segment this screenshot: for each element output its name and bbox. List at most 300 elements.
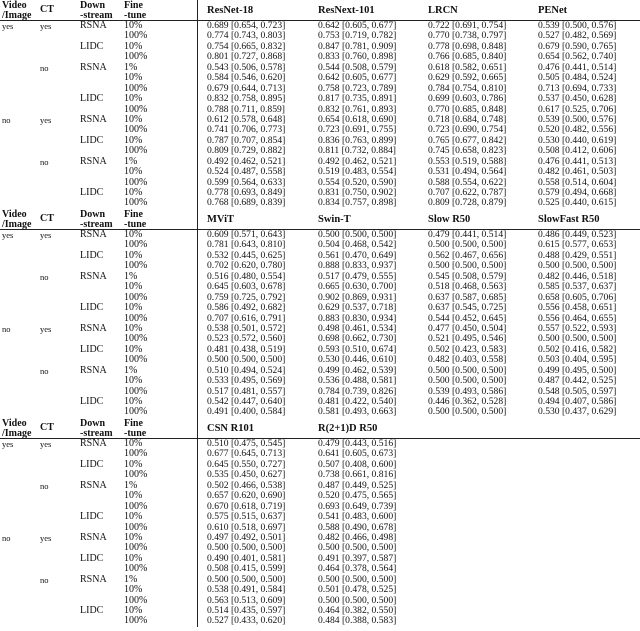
auc-value-cell: 0.536 [0.488, 0.581]	[318, 375, 397, 387]
finetune-cell: 100%	[124, 260, 148, 272]
header-model: ResNet-18	[207, 5, 254, 16]
finetune-cell: 10%	[124, 166, 143, 178]
finetune-cell: 10%	[124, 229, 143, 240]
downstream-cell: LIDC	[80, 134, 104, 146]
ct-cell: yes	[40, 21, 52, 31]
finetune-cell: 100%	[124, 500, 148, 512]
auc-value-cell: 0.505 [0.484, 0.524]	[538, 72, 617, 84]
ct-cell: yes	[40, 532, 52, 543]
table-header-row	[0, 209, 640, 230]
auc-value-cell: 0.490 [0.401, 0.581]	[207, 552, 286, 564]
auc-value-cell: 0.464 [0.382, 0.550]	[318, 605, 397, 616]
auc-value-cell: 0.530 [0.440, 0.619]	[538, 134, 617, 146]
auc-value-cell: 0.533 [0.495, 0.569]	[207, 375, 286, 387]
auc-value-cell: 0.677 [0.645, 0.713]	[207, 448, 286, 460]
auc-value-cell: 0.586 [0.492, 0.682]	[207, 302, 286, 314]
auc-value-cell: 0.670 [0.618, 0.719]	[207, 500, 286, 512]
auc-value-cell: 0.491 [0.397, 0.587]	[318, 552, 397, 564]
header-video-image-line1: Video	[2, 209, 27, 220]
header-video-image-line2: /Image	[2, 218, 32, 230]
table-row	[0, 616, 640, 626]
auc-value-cell: 0.788 [0.711, 0.859]	[207, 103, 285, 115]
auc-value-cell: 0.645 [0.550, 0.727]	[207, 458, 286, 470]
table-row	[0, 303, 640, 313]
auc-value-cell: 0.507 [0.408, 0.600]	[318, 458, 397, 470]
auc-value-cell: 0.476 [0.441, 0.513]	[538, 155, 617, 167]
downstream-cell: LIDC	[80, 396, 104, 407]
header-model: R(2+1)D R50	[318, 423, 378, 434]
auc-value-cell: 0.609 [0.571, 0.643]	[207, 229, 286, 240]
auc-value-cell: 0.499 [0.462, 0.539]	[318, 364, 397, 376]
downstream-cell: LIDC	[80, 187, 104, 198]
auc-value-cell: 0.543 [0.506, 0.578]	[207, 61, 286, 73]
auc-value-cell: 0.520 [0.475, 0.565]	[318, 490, 397, 502]
auc-value-cell: 0.745 [0.658, 0.823]	[428, 145, 507, 157]
auc-value-cell: 0.679 [0.644, 0.713]	[207, 82, 286, 94]
auc-value-cell: 0.832 [0.758, 0.895]	[207, 93, 286, 105]
ct-cell: no	[40, 156, 49, 167]
finetune-cell: 10%	[124, 134, 143, 146]
video-image-cell: yes	[2, 230, 14, 240]
auc-value-cell: 0.902 [0.869, 0.931]	[318, 291, 397, 303]
auc-value-cell: 0.500 [0.500, 0.500]	[207, 354, 286, 366]
finetune-cell: 10%	[124, 375, 143, 387]
finetune-cell: 10%	[124, 187, 143, 198]
auc-value-cell: 0.784 [0.739, 0.826]	[318, 385, 397, 397]
header-ct	[40, 423, 54, 433]
auc-value-cell: 0.481 [0.422, 0.540]	[318, 396, 397, 407]
auc-value-cell: 0.487 [0.442, 0.525]	[538, 375, 617, 387]
ct-cell: yes	[40, 114, 52, 125]
auc-value-cell: 0.539 [0.493, 0.586]	[428, 385, 507, 397]
downstream-cell: RSNA	[80, 479, 107, 491]
finetune-cell: 10%	[124, 249, 143, 261]
auc-value-cell: 0.723 [0.691, 0.755]	[318, 124, 397, 136]
auc-value-cell: 0.500 [0.500, 0.500]	[318, 573, 397, 585]
finetune-cell: 10%	[124, 113, 143, 125]
auc-value-cell: 0.494 [0.407, 0.586]	[538, 396, 617, 407]
downstream-cell: RSNA	[80, 364, 107, 376]
header-video-image-line1: Video	[2, 418, 27, 429]
auc-value-cell: 0.654 [0.618, 0.690]	[318, 113, 397, 125]
finetune-cell: 100%	[124, 542, 148, 554]
finetune-cell: 10%	[124, 72, 143, 84]
auc-value-cell: 0.500 [0.500, 0.500]	[428, 406, 507, 418]
auc-value-cell: 0.539 [0.500, 0.576]	[538, 113, 617, 125]
header-ct-line1: CT	[40, 213, 54, 224]
header-model: LRCN	[428, 5, 458, 16]
table-row	[0, 167, 640, 177]
finetune-cell: 10%	[124, 396, 143, 407]
auc-value-cell: 0.657 [0.620, 0.690]	[207, 490, 286, 502]
auc-value-cell: 0.753 [0.719, 0.782]	[318, 30, 397, 42]
auc-value-cell: 0.510 [0.494, 0.524]	[207, 364, 286, 376]
ct-cell: no	[40, 271, 49, 282]
auc-value-cell: 0.556 [0.464, 0.655]	[538, 312, 617, 324]
ct-cell: yes	[40, 439, 52, 449]
downstream-cell: RSNA	[80, 573, 107, 585]
header-model: SlowFast R50	[538, 214, 600, 225]
downstream-cell: LIDC	[80, 93, 104, 105]
finetune-cell: 100%	[124, 406, 148, 418]
auc-value-cell: 0.642 [0.605, 0.677]	[318, 72, 397, 84]
auc-value-cell: 0.538 [0.501, 0.572]	[207, 322, 286, 334]
auc-value-cell: 0.741 [0.706, 0.773]	[207, 124, 286, 136]
finetune-cell: 10%	[124, 93, 143, 105]
downstream-cell: RSNA	[80, 322, 107, 334]
downstream-cell: RSNA	[80, 155, 107, 167]
auc-value-cell: 0.617 [0.525, 0.706]	[538, 103, 617, 115]
header-ct	[40, 214, 54, 224]
finetune-cell: 100%	[124, 312, 148, 324]
downstream-cell: RSNA	[80, 113, 107, 125]
header-video-image-line2: /Image	[2, 9, 32, 21]
auc-value-cell: 0.561 [0.470, 0.649]	[318, 249, 397, 261]
auc-value-cell: 0.446 [0.362, 0.528]	[428, 396, 507, 407]
auc-value-cell: 0.487 [0.449, 0.525]	[318, 479, 397, 491]
finetune-cell: 100%	[124, 594, 148, 606]
auc-value-cell: 0.718 [0.684, 0.748]	[428, 113, 507, 125]
auc-value-cell: 0.698 [0.662, 0.730]	[318, 333, 397, 345]
auc-value-cell: 0.545 [0.508, 0.579]	[428, 270, 507, 282]
auc-value-cell: 0.888 [0.833, 0.937]	[318, 260, 397, 272]
finetune-cell: 100%	[124, 563, 148, 575]
auc-value-cell: 0.599 [0.564, 0.633]	[207, 176, 286, 188]
auc-value-cell: 0.758 [0.723, 0.789]	[318, 82, 397, 94]
auc-value-cell: 0.541 [0.483, 0.600]	[318, 511, 397, 523]
downstream-cell: RSNA	[80, 270, 107, 282]
auc-value-cell: 0.833 [0.760, 0.898]	[318, 51, 397, 63]
auc-value-cell: 0.517 [0.479, 0.555]	[318, 270, 397, 282]
auc-value-cell: 0.544 [0.452, 0.645]	[428, 312, 507, 324]
auc-value-cell: 0.654 [0.562, 0.740]	[538, 51, 617, 63]
auc-value-cell: 0.768 [0.689, 0.839]	[207, 197, 286, 209]
auc-value-cell: 0.801 [0.727, 0.868]	[207, 51, 286, 63]
finetune-cell: 1%	[124, 270, 138, 282]
auc-value-cell: 0.557 [0.522, 0.593]	[538, 322, 617, 334]
header-model: MViT	[207, 214, 235, 225]
auc-value-cell: 0.554 [0.520, 0.590]	[318, 176, 397, 188]
auc-value-cell: 0.689 [0.654, 0.723]	[207, 20, 286, 31]
finetune-cell: 100%	[124, 197, 148, 209]
auc-value-cell: 0.809 [0.729, 0.882]	[207, 145, 286, 157]
downstream-cell: LIDC	[80, 249, 104, 261]
downstream-cell: RSNA	[80, 61, 107, 73]
auc-value-cell: 0.500 [0.500, 0.500]	[538, 333, 617, 345]
auc-value-cell: 0.535 [0.450, 0.627]	[207, 469, 286, 481]
finetune-cell: 10%	[124, 343, 143, 355]
auc-value-cell: 0.637 [0.545, 0.725]	[428, 302, 507, 314]
table-block	[0, 0, 640, 209]
header-downstream-line2: -stream	[80, 218, 113, 230]
auc-value-cell: 0.585 [0.537, 0.637]	[538, 281, 617, 293]
auc-value-cell: 0.539 [0.500, 0.576]	[538, 20, 617, 31]
auc-value-cell: 0.809 [0.728, 0.879]	[428, 197, 507, 209]
ct-cell: yes	[40, 323, 52, 334]
auc-value-cell: 0.501 [0.478, 0.525]	[318, 584, 397, 596]
header-downstream	[80, 1, 113, 20]
auc-value-cell: 0.500 [0.500, 0.500]	[538, 260, 617, 272]
auc-value-cell: 0.486 [0.449, 0.523]	[538, 229, 617, 240]
auc-value-cell: 0.491 [0.400, 0.584]	[207, 406, 286, 418]
auc-value-cell: 0.479 [0.441, 0.514]	[428, 229, 507, 240]
auc-value-cell: 0.637 [0.587, 0.685]	[428, 291, 507, 303]
auc-value-cell: 0.514 [0.435, 0.597]	[207, 605, 286, 616]
video-image-cell: yes	[2, 439, 14, 449]
finetune-cell: 100%	[124, 176, 148, 188]
table-row	[0, 94, 640, 104]
finetune-cell: 10%	[124, 458, 143, 470]
auc-value-cell: 0.500 [0.500, 0.500]	[428, 364, 507, 376]
auc-value-cell: 0.784 [0.754, 0.810]	[428, 82, 507, 94]
table-row	[0, 198, 640, 208]
finetune-cell: 10%	[124, 281, 143, 293]
auc-value-cell: 0.481 [0.438, 0.519]	[207, 343, 286, 355]
header-video-image-line1: Video	[2, 0, 27, 11]
auc-value-cell: 0.778 [0.693, 0.849]	[207, 187, 286, 198]
header-ct-line1: CT	[40, 422, 54, 433]
header-downstream-line2: -stream	[80, 427, 113, 439]
auc-value-cell: 0.575 [0.515, 0.637]	[207, 511, 286, 523]
header-finetune	[124, 419, 146, 438]
downstream-cell: LIDC	[80, 40, 104, 52]
auc-value-cell: 0.544 [0.508, 0.579]	[318, 61, 397, 73]
table-row	[0, 512, 640, 522]
table-header-row	[0, 0, 640, 21]
finetune-cell: 100%	[124, 103, 148, 115]
finetune-cell: 1%	[124, 479, 138, 491]
finetune-cell: 10%	[124, 584, 143, 596]
auc-value-cell: 0.588 [0.490, 0.678]	[318, 521, 397, 533]
table-row	[0, 585, 640, 595]
auc-value-cell: 0.562 [0.467, 0.656]	[428, 249, 507, 261]
auc-value-cell: 0.759 [0.725, 0.792]	[207, 291, 286, 303]
auc-value-cell: 0.817 [0.735, 0.891]	[318, 93, 397, 105]
auc-value-cell: 0.765 [0.677, 0.842]	[428, 134, 507, 146]
auc-value-cell: 0.508 [0.415, 0.599]	[207, 563, 286, 575]
auc-value-cell: 0.699 [0.603, 0.786]	[428, 93, 507, 105]
finetune-cell: 100%	[124, 51, 148, 63]
auc-value-cell: 0.558 [0.514, 0.604]	[538, 176, 617, 188]
auc-value-cell: 0.538 [0.491, 0.584]	[207, 584, 286, 596]
auc-value-cell: 0.584 [0.546, 0.620]	[207, 72, 286, 84]
auc-value-cell: 0.548 [0.505, 0.597]	[538, 385, 617, 397]
finetune-cell: 100%	[124, 615, 148, 627]
auc-value-cell: 0.525 [0.440, 0.615]	[538, 197, 617, 209]
auc-value-cell: 0.811 [0.732, 0.884]	[318, 145, 396, 157]
auc-value-cell: 0.831 [0.750, 0.902]	[318, 187, 397, 198]
finetune-cell: 100%	[124, 145, 148, 157]
auc-value-cell: 0.476 [0.441, 0.514]	[538, 61, 617, 73]
auc-value-cell: 0.693 [0.649, 0.739]	[318, 500, 397, 512]
finetune-cell: 100%	[124, 239, 148, 251]
header-model: PENet	[538, 5, 568, 16]
auc-value-cell: 0.702 [0.620, 0.780]	[207, 260, 286, 272]
header-downstream	[80, 210, 113, 229]
header-finetune-line2: -tune	[124, 218, 147, 230]
finetune-cell: 1%	[124, 61, 138, 73]
auc-value-cell: 0.517 [0.481, 0.557]	[207, 385, 286, 397]
auc-value-cell: 0.722 [0.691, 0.754]	[428, 20, 507, 31]
auc-value-cell: 0.516 [0.480, 0.554]	[207, 270, 286, 282]
auc-value-cell: 0.615 [0.577, 0.653]	[538, 239, 617, 251]
auc-value-cell: 0.508 [0.412, 0.606]	[538, 145, 617, 157]
auc-value-cell: 0.502 [0.466, 0.538]	[207, 479, 286, 491]
video-image-cell: no	[2, 532, 11, 543]
video-image-cell: no	[2, 114, 11, 125]
auc-value-cell: 0.774 [0.743, 0.803]	[207, 30, 286, 42]
auc-value-cell: 0.500 [0.500, 0.500]	[428, 239, 507, 251]
auc-value-cell: 0.556 [0.458, 0.651]	[538, 302, 617, 314]
auc-value-cell: 0.847 [0.781, 0.909]	[318, 40, 397, 52]
auc-value-cell: 0.500 [0.500, 0.500]	[318, 229, 397, 240]
auc-value-cell: 0.834 [0.757, 0.898]	[318, 197, 397, 209]
table-row	[0, 407, 640, 417]
downstream-cell: LIDC	[80, 552, 104, 564]
auc-value-cell: 0.500 [0.500, 0.500]	[428, 375, 507, 387]
finetune-cell: 100%	[124, 333, 148, 345]
auc-value-cell: 0.553 [0.519, 0.588]	[428, 155, 507, 167]
auc-value-cell: 0.499 [0.495, 0.500]	[538, 364, 617, 376]
auc-value-cell: 0.542 [0.447, 0.640]	[207, 396, 286, 407]
auc-value-cell: 0.502 [0.416, 0.582]	[538, 343, 617, 355]
auc-value-cell: 0.836 [0.763, 0.899]	[318, 134, 397, 146]
header-finetune-line1: Fine	[124, 209, 143, 220]
header-downstream-line1: Down	[80, 0, 106, 11]
finetune-cell: 100%	[124, 124, 148, 136]
table-row	[0, 376, 640, 386]
auc-value-cell: 0.531 [0.494, 0.564]	[428, 166, 507, 178]
finetune-cell: 10%	[124, 302, 143, 314]
header-ct-line1: CT	[40, 4, 54, 15]
auc-value-cell: 0.482 [0.403, 0.558]	[428, 354, 507, 366]
finetune-cell: 100%	[124, 521, 148, 533]
finetune-cell: 10%	[124, 605, 143, 616]
auc-value-cell: 0.629 [0.592, 0.665]	[428, 72, 507, 84]
auc-value-cell: 0.492 [0.462, 0.521]	[207, 155, 286, 167]
auc-value-cell: 0.532 [0.445, 0.625]	[207, 249, 286, 261]
finetune-cell: 100%	[124, 385, 148, 397]
downstream-cell: RSNA	[80, 20, 107, 31]
header-finetune	[124, 210, 146, 229]
header-finetune	[124, 1, 146, 20]
finetune-cell: 10%	[124, 438, 143, 449]
auc-value-cell: 0.519 [0.483, 0.554]	[318, 166, 397, 178]
ct-cell: no	[40, 62, 49, 73]
auc-value-cell: 0.629 [0.537, 0.718]	[318, 302, 397, 314]
header-model: ResNext-101	[318, 5, 375, 16]
auc-value-cell: 0.658 [0.605, 0.706]	[538, 291, 617, 303]
auc-value-cell: 0.488 [0.429, 0.551]	[538, 249, 617, 261]
auc-value-cell: 0.665 [0.630, 0.700]	[318, 281, 397, 293]
header-finetune-line2: -tune	[124, 427, 147, 439]
auc-value-cell: 0.500 [0.500, 0.500]	[207, 573, 286, 585]
auc-value-cell: 0.497 [0.492, 0.501]	[207, 531, 286, 543]
header-finetune-line1: Fine	[124, 0, 143, 11]
auc-value-cell: 0.766 [0.685, 0.840]	[428, 51, 507, 63]
auc-value-cell: 0.502 [0.423, 0.583]	[428, 343, 507, 355]
header-video-image	[2, 210, 31, 229]
finetune-cell: 10%	[124, 490, 143, 502]
auc-value-cell: 0.707 [0.616, 0.791]	[207, 312, 286, 324]
auc-value-cell: 0.781 [0.643, 0.810]	[207, 239, 286, 251]
header-downstream	[80, 419, 113, 438]
auc-value-cell: 0.479 [0.443, 0.516]	[318, 438, 397, 449]
auc-value-cell: 0.642 [0.605, 0.677]	[318, 20, 397, 31]
auc-value-cell: 0.500 [0.500, 0.500]	[207, 542, 286, 554]
downstream-cell: LIDC	[80, 605, 104, 616]
auc-value-cell: 0.754 [0.665, 0.832]	[207, 40, 286, 52]
auc-value-cell: 0.530 [0.437, 0.629]	[538, 406, 617, 418]
table-block	[0, 209, 640, 418]
auc-value-cell: 0.492 [0.462, 0.521]	[318, 155, 397, 167]
finetune-cell: 100%	[124, 354, 148, 366]
auc-value-cell: 0.482 [0.461, 0.503]	[538, 166, 617, 178]
auc-value-cell: 0.527 [0.433, 0.620]	[207, 615, 286, 627]
auc-value-cell: 0.477 [0.450, 0.504]	[428, 322, 507, 334]
auc-value-cell: 0.530 [0.446, 0.610]	[318, 354, 397, 366]
auc-value-cell: 0.520 [0.482, 0.556]	[538, 124, 617, 136]
header-model: Swin-T	[318, 214, 351, 225]
finetune-cell: 10%	[124, 322, 143, 334]
auc-value-cell: 0.523 [0.572, 0.560]	[207, 333, 286, 345]
auc-value-cell: 0.679 [0.590, 0.765]	[538, 40, 617, 52]
auc-value-cell: 0.713 [0.694, 0.733]	[538, 82, 617, 94]
finetune-cell: 100%	[124, 448, 148, 460]
auc-value-cell: 0.832 [0.761, 0.893]	[318, 103, 397, 115]
auc-value-cell: 0.464 [0.378, 0.564]	[318, 563, 397, 575]
auc-value-cell: 0.770 [0.738, 0.797]	[428, 30, 507, 42]
header-downstream-line1: Down	[80, 418, 106, 429]
auc-value-cell: 0.518 [0.468, 0.563]	[428, 281, 507, 293]
video-image-cell: no	[2, 323, 11, 334]
downstream-cell: RSNA	[80, 229, 107, 240]
header-finetune-line2: -tune	[124, 9, 147, 21]
auc-value-cell: 0.645 [0.603, 0.678]	[207, 281, 286, 293]
downstream-cell: LIDC	[80, 302, 104, 314]
auc-value-cell: 0.588 [0.554, 0.622]	[428, 176, 507, 188]
header-video-image	[2, 419, 31, 438]
auc-value-cell: 0.581 [0.493, 0.663]	[318, 406, 397, 418]
ct-cell: yes	[40, 230, 52, 240]
finetune-cell: 100%	[124, 30, 148, 42]
auc-value-cell: 0.504 [0.468, 0.542]	[318, 239, 397, 251]
auc-value-cell: 0.524 [0.487, 0.558]	[207, 166, 286, 178]
header-model: Slow R50	[428, 214, 471, 225]
auc-value-cell: 0.500 [0.500, 0.500]	[318, 594, 397, 606]
finetune-cell: 100%	[124, 82, 148, 94]
auc-value-cell: 0.770 [0.685, 0.848]	[428, 103, 507, 115]
header-finetune-line1: Fine	[124, 418, 143, 429]
video-image-cell: yes	[2, 21, 14, 31]
auc-value-cell: 0.510 [0.475, 0.545]	[207, 438, 286, 449]
auc-value-cell: 0.723 [0.690, 0.754]	[428, 124, 507, 136]
header-video-image	[2, 1, 31, 20]
auc-value-cell: 0.738 [0.661, 0.816]	[318, 469, 397, 481]
auc-value-cell: 0.503 [0.404, 0.595]	[538, 354, 617, 366]
downstream-cell: LIDC	[80, 343, 104, 355]
auc-value-cell: 0.641 [0.605, 0.673]	[318, 448, 397, 460]
table-header-row	[0, 418, 640, 439]
header-downstream-line1: Down	[80, 209, 106, 220]
auc-value-cell: 0.612 [0.578, 0.648]	[207, 113, 286, 125]
downstream-cell: LIDC	[80, 458, 104, 470]
header-video-image-line2: /Image	[2, 427, 32, 439]
auc-value-cell: 0.521 [0.495, 0.546]	[428, 333, 507, 345]
downstream-cell: RSNA	[80, 438, 107, 449]
auc-value-cell: 0.579 [0.494, 0.668]	[538, 187, 617, 198]
finetune-cell: 10%	[124, 511, 143, 523]
